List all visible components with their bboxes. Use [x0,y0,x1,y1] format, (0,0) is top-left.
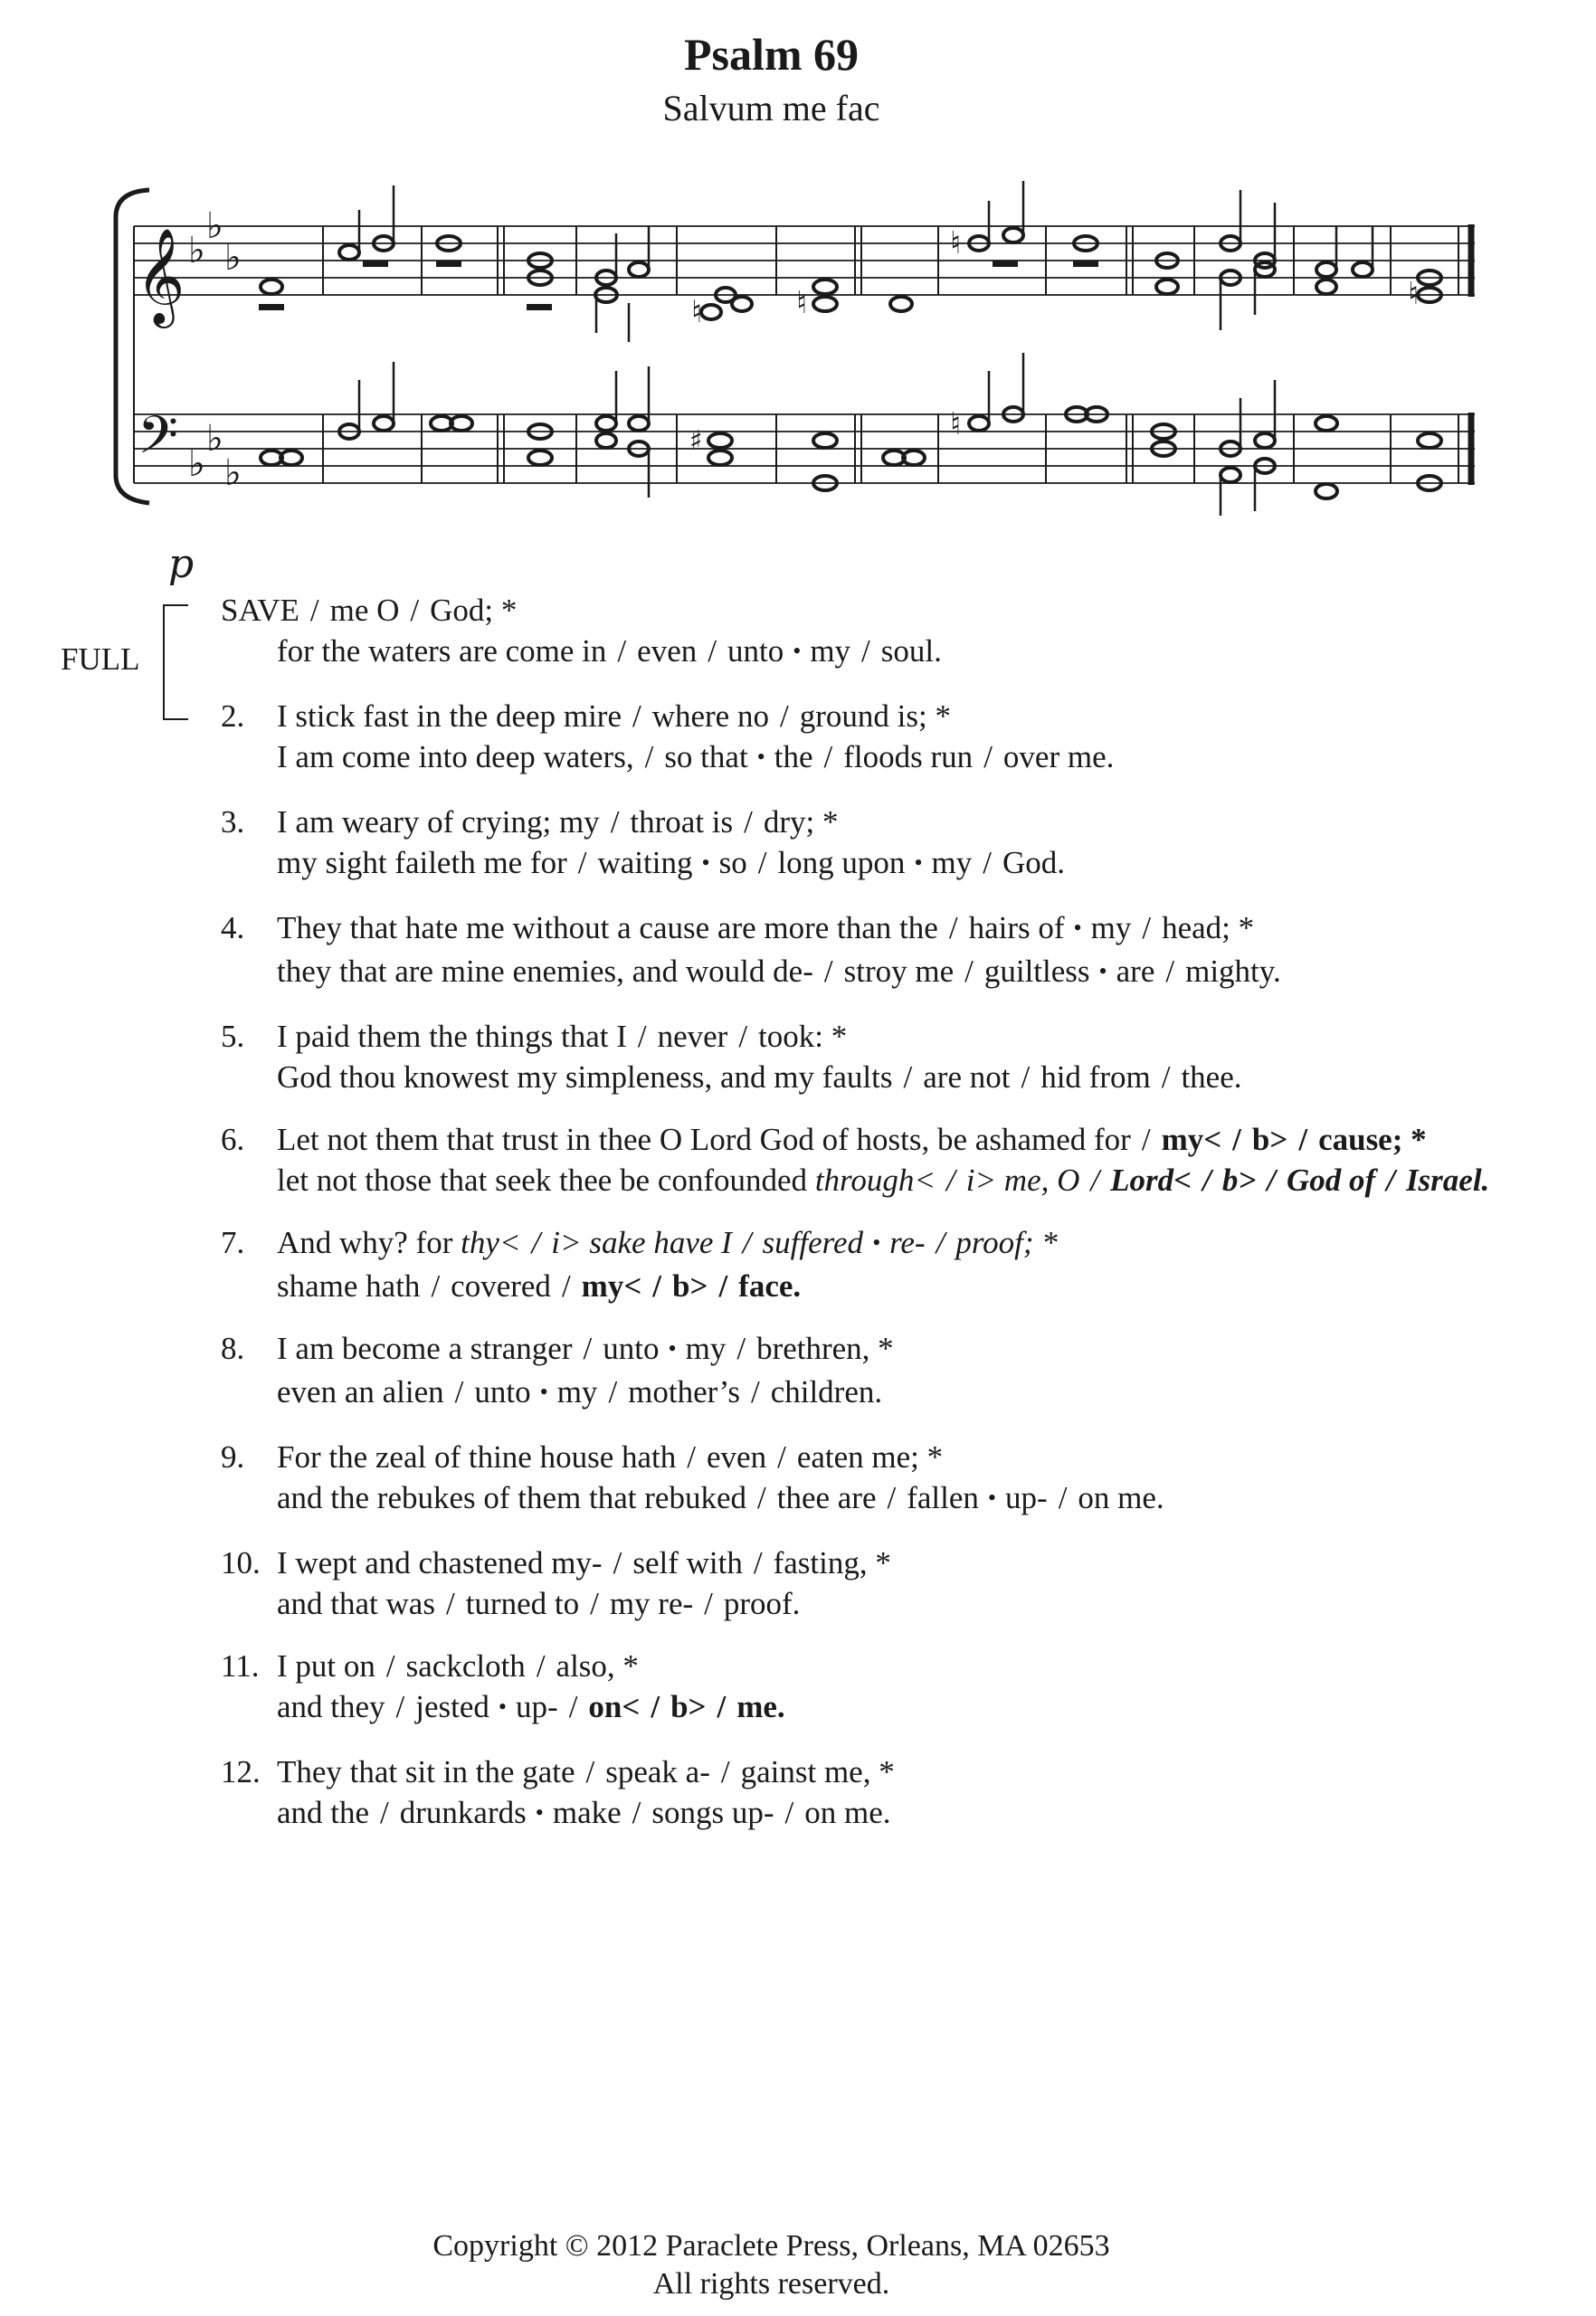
svg-text:♭: ♭ [224,452,242,494]
verse-line-1: I wept and chastened my- / self with / fasting, * [277,1545,891,1580]
verse-line-1: SAVE / me O / God; * [221,593,518,628]
page-subtitle: Salvum me fac [662,88,880,128]
copyright-line-1: Copyright © 2012 Paraclete Press, Orleans, MA 02653 [432,2229,1110,2263]
verse-number: 9. [221,1439,245,1475]
verse-4 [0,907,1596,994]
verse-number: 11. [221,1648,260,1684]
treble-clef-icon: 𝄞 [136,227,185,324]
verse-10 [0,1542,1596,1624]
verse-3 [0,802,1596,886]
chant-score [0,0,1596,525]
flat-icon [188,205,242,494]
verse-number: 6. [221,1122,245,1157]
verse-number: 4. [221,910,245,945]
page-title: Psalm 69 [683,29,860,80]
verse-line-2: and the / drunkards • make / songs up- / on me. [277,1795,891,1830]
verse-line-2: for the waters are come in / even / unto • my / soul. [277,633,942,669]
copyright [0,2227,1543,2303]
dynamic-marking: p [168,541,195,587]
verse-line-2: let not those that seek thee be confounded through< / i> me, O / Lord< / b> / God of / Israel. [277,1163,1490,1198]
bass-staff [134,414,1475,483]
verse-line-1: I put on / sackcloth / also, * [277,1648,639,1684]
verse-7 [0,1222,1596,1306]
verse-line-2: my sight faileth me for / waiting • so / long upon • my / God. [277,845,1066,880]
verse-12 [0,1751,1596,1836]
verse-line-2: even an alien / unto • my / mother’s / children. [277,1374,883,1410]
verse-6 [0,1119,1596,1201]
verse-line-1: Let not them that trust in thee O Lord God of hosts, be ashamed for / my< / b> / cause; * [277,1122,1427,1157]
svg-text:♮: ♮ [950,406,962,442]
verse-line-1: They that sit in the gate / speak a- / gainst me, * [277,1754,895,1789]
svg-text:♮: ♮ [1408,276,1420,312]
verse-11 [0,1646,1596,1730]
full-label: FULL [61,641,140,677]
verse-line-2: God thou knowest my simpleness, and my faults / are not / hid from / thee. [277,1059,1242,1095]
verse-number: 5. [221,1019,245,1054]
verse-line-1: I paid them the things that I / never / took: * [277,1019,848,1054]
verse-number: 12. [221,1754,261,1789]
svg-text:♮: ♮ [796,285,808,321]
svg-text:♭: ♭ [206,205,223,247]
verse-line-1: I am weary of crying; my / throat is / dry; * [277,804,839,840]
verse-line-2: shame hath / covered / my< / b> / face. [277,1268,802,1304]
verse-number: 2. [221,698,245,734]
verse-list [0,590,1596,1857]
copyright-line-2: All rights reserved. [652,2267,890,2301]
verse-number: 8. [221,1331,245,1366]
sharp-icon [689,425,703,457]
verse-9 [0,1437,1596,1521]
svg-text:♮: ♮ [950,225,962,261]
natural-icon [691,225,1419,442]
verse-line-1: They that hate me without a cause are more than the / hairs of • my / head; * [277,910,1255,945]
verse-line-1: And why? for thy< / i> sake have I / suffered • re- / proof; * [277,1225,1058,1260]
verse-line-2: they that are mine enemies, and would de- / stroy me / guiltless • are / mighty. [277,954,1281,989]
svg-text:♭: ♭ [224,237,242,279]
verse-8 [0,1328,1596,1415]
verse-line-2: and that was / turned to / my re- / proof. [277,1586,801,1621]
verse-number: 7. [221,1225,245,1260]
verse-line-1: I am become a stranger / unto • my / brethren, * [277,1331,894,1366]
svg-text:♯: ♯ [689,425,703,457]
verse-line-1: For the zeal of thine house hath / even / eaten me; * [277,1439,944,1475]
verse-number: 10. [221,1545,261,1580]
verse-line-2: I am come into deep waters, / so that • the / floods run / over me. [277,739,1115,774]
verse-5 [0,1016,1596,1097]
verse-2 [0,696,1596,780]
bass-clef-icon: 𝄢 [138,404,179,479]
svg-text:♭: ♭ [206,418,223,460]
svg-text:♭: ♭ [188,443,205,485]
verse-number: 3. [221,804,245,840]
svg-text:♮: ♮ [691,294,703,330]
verse-line-2: and they / jested • up- / on< / b> / me. [277,1689,785,1724]
verse-line-1: I stick fast in the deep mire / where no / ground is; * [277,698,951,734]
verse-line-2: and the rebukes of them that rebuked / thee are / fallen • up- / on me. [277,1480,1164,1515]
verse-1 [0,590,1596,674]
barlines [323,226,1458,483]
svg-text:♭: ♭ [188,230,205,271]
